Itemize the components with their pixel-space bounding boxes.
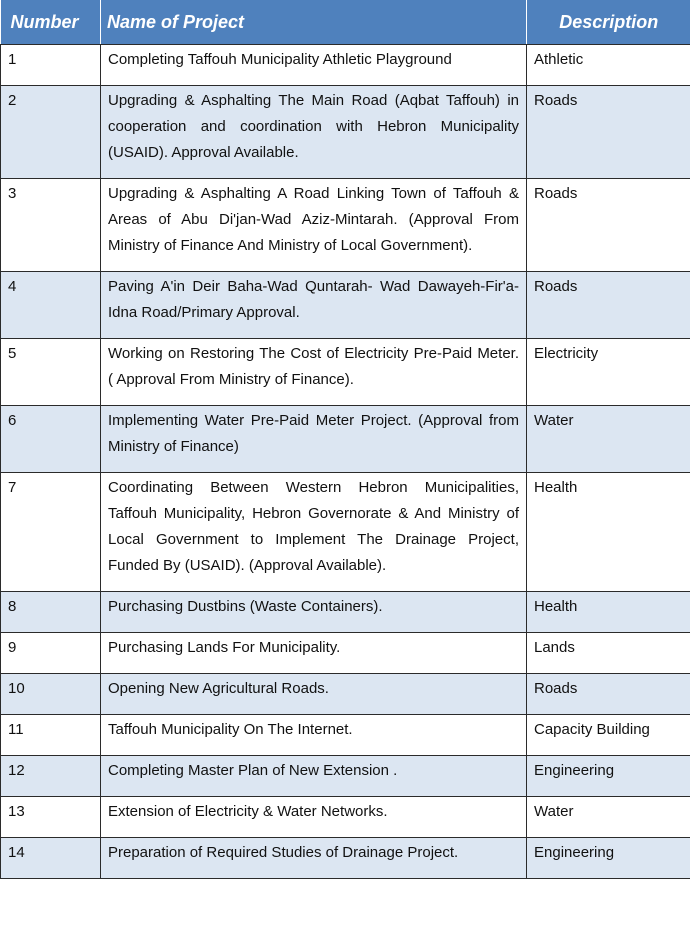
project-name: Implementing Water Pre-Paid Meter Project. (Approval from Ministry of Finance) <box>101 406 527 473</box>
project-description: Athletic <box>527 45 690 86</box>
project-description: Lands <box>527 633 690 674</box>
project-name: Coordinating Between Western Hebron Municipalities, Taffouh Municipality, Hebron Governorate & And Ministry of Local Government to Implement The Drainage Project, Funded By (USAID). (Approval Available). <box>101 473 527 592</box>
row-number: 13 <box>1 797 101 838</box>
project-description: Water <box>527 406 690 473</box>
row-number: 5 <box>1 339 101 406</box>
project-description: Roads <box>527 179 690 272</box>
row-number: 4 <box>1 272 101 339</box>
table-row <box>1 473 690 592</box>
project-description: Water <box>527 797 690 838</box>
project-name: Working on Restoring The Cost of Electricity Pre-Paid Meter. ( Approval From Ministry of Finance). <box>101 339 527 406</box>
project-description: Health <box>527 592 690 633</box>
project-name: Purchasing Dustbins (Waste Containers). <box>101 592 527 633</box>
header-description: Description <box>527 0 690 45</box>
table-row <box>1 797 690 838</box>
table-row <box>1 86 690 179</box>
row-number: 10 <box>1 674 101 715</box>
row-number: 9 <box>1 633 101 674</box>
table-row <box>1 674 690 715</box>
row-number: 3 <box>1 179 101 272</box>
project-name: Paving A'in Deir Baha-Wad Quntarah- Wad Dawayeh-Fir'a-Idna Road/Primary Approval. <box>101 272 527 339</box>
project-description: Roads <box>527 272 690 339</box>
header-project-name: Name of Project <box>101 0 527 45</box>
row-number: 12 <box>1 756 101 797</box>
project-description: Engineering <box>527 756 690 797</box>
row-number: 2 <box>1 86 101 179</box>
table-row <box>1 339 690 406</box>
row-number: 7 <box>1 473 101 592</box>
row-number: 1 <box>1 45 101 86</box>
project-name: Upgrading & Asphalting A Road Linking Town of Taffouh & Areas of Abu Di'jan-Wad Aziz-Mintarah. (Approval From Ministry of Finance And Ministry of Local Government). <box>101 179 527 272</box>
row-number: 11 <box>1 715 101 756</box>
table-row <box>1 838 690 879</box>
project-name: Upgrading & Asphalting The Main Road (Aqbat Taffouh) in cooperation and coordination with Hebron Municipality (USAID). Approval Available. <box>101 86 527 179</box>
table-row <box>1 592 690 633</box>
table-row <box>1 45 690 86</box>
table-row <box>1 633 690 674</box>
project-name: Extension of Electricity & Water Networks. <box>101 797 527 838</box>
project-description: Roads <box>527 674 690 715</box>
row-number: 6 <box>1 406 101 473</box>
project-description: Capacity Building <box>527 715 690 756</box>
project-name: Preparation of Required Studies of Drainage Project. <box>101 838 527 879</box>
project-name: Taffouh Municipality On The Internet. <box>101 715 527 756</box>
project-name: Opening New Agricultural Roads. <box>101 674 527 715</box>
project-description: Roads <box>527 86 690 179</box>
table-row <box>1 756 690 797</box>
project-description: Electricity <box>527 339 690 406</box>
row-number: 14 <box>1 838 101 879</box>
table-row <box>1 715 690 756</box>
project-name: Completing Taffouh Municipality Athletic Playground <box>101 45 527 86</box>
project-name: Completing Master Plan of New Extension . <box>101 756 527 797</box>
table-row <box>1 406 690 473</box>
project-name: Purchasing Lands For Municipality. <box>101 633 527 674</box>
header-number: Number <box>1 0 101 45</box>
project-description: Health <box>527 473 690 592</box>
table-row <box>1 272 690 339</box>
table-header-row <box>1 0 690 45</box>
table-row <box>1 179 690 272</box>
project-description: Engineering <box>527 838 690 879</box>
row-number: 8 <box>1 592 101 633</box>
